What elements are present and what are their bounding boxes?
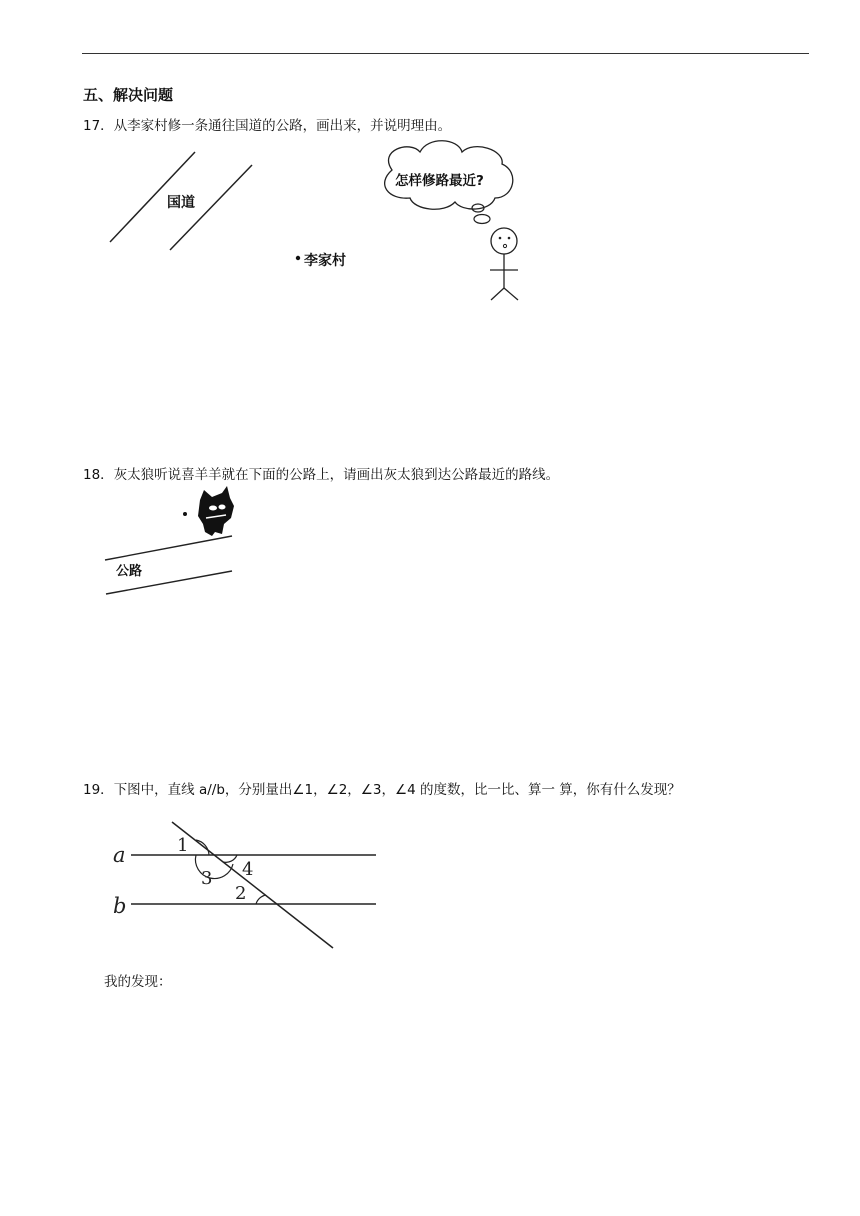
question-17-number: 17．	[83, 118, 114, 134]
road-label: 公路	[116, 564, 143, 579]
line-b-label: b	[113, 894, 127, 918]
question-19-number: 19．	[83, 782, 114, 798]
question-18-text: 灰太狼听说喜羊羊就在下面的公路上，请画出灰太狼到达公路最近的路线。	[113, 467, 560, 483]
answer-label: 我的发现：	[104, 974, 172, 990]
angle-1-label: 1	[177, 835, 189, 856]
highway-label: 国道	[167, 195, 195, 211]
village-label: 李家村	[304, 253, 346, 269]
thought-text: 怎样修路最近?	[395, 173, 484, 189]
angle-4-arc	[223, 855, 237, 862]
question-18-number: 18．	[83, 467, 114, 483]
angle-3-label: 3	[201, 868, 213, 889]
question-19-text: 下图中，直线 a//b，分别量出∠1，∠2，∠3，∠4 的度数，比一比、算一 算，你有什么发现？	[113, 782, 681, 798]
transversal-line	[172, 822, 333, 948]
section-title: 五、解决问题	[83, 86, 174, 104]
angle-4-label: 4	[242, 859, 254, 880]
line-a-label: a	[113, 843, 126, 867]
question-17-text: 从李家村修一条通往国道的公路，画出来，并说明理由。	[113, 118, 452, 134]
angle-2-arc	[256, 895, 266, 904]
angle-2-label: 2	[235, 883, 247, 904]
